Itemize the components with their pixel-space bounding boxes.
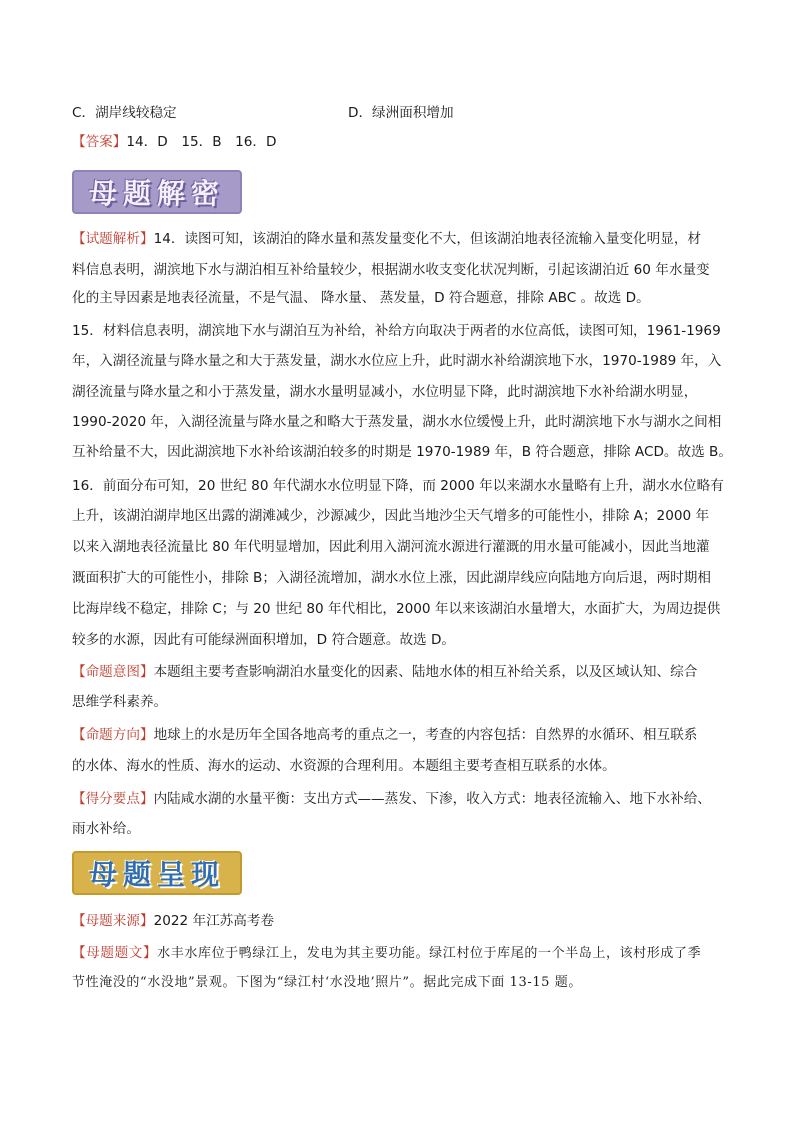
answer-text: 14．D 15．B 16．D [126, 134, 277, 150]
analysis-text: 14．读图可知，该湖泊的降水量和蒸发量变化不大，但该湖泊地表径流输入量变化明显，材 [153, 231, 702, 247]
intent-tag: 【命题意图】 [72, 664, 154, 680]
option-d: D．绿洲面积增加 [348, 105, 454, 121]
analysis-line-7: 1990-2020 年，入湖径流量与降水量之和略大于蒸发量，湖水水位缓慢上升，此时湖滨地下水与湖水之间相 [72, 414, 722, 430]
analysis-line-4: 15．材料信息表明，湖滨地下水与湖泊互为补给，补给方向取决于两者的水位高低，读图可知，1961-1969 [72, 323, 721, 339]
points-line-2: 雨水补给。 [72, 821, 140, 837]
banner-mother-question-present [72, 851, 242, 895]
question-tag: 【母题题文】 [72, 945, 158, 961]
intent-line-2: 思维学科素养。 [72, 694, 168, 710]
source-line [72, 911, 722, 931]
points-text: 内陆咸水湖的水量平衡：支出方式——蒸发、下渗，收入方式：地表径流输入、地下水补给、 [153, 791, 711, 807]
direction-line-1 [72, 725, 722, 745]
analysis-line-14: 较多的水源，因此有可能绿洲面积增加，D 符合题意。故选 D。 [72, 632, 456, 648]
answer-tag: 【答案】 [72, 134, 127, 150]
analysis-line-3: 化的主导因素是地表径流量，不是气温、 降水量、 蒸发量，D 符合题意，排除 ABC 。故选 D。 [72, 290, 650, 306]
option-c: C．湖岸线较稳定 [72, 105, 177, 121]
question-text: 水丰水库位于鸭绿江上，发电为其主要功能。绿江村位于库尾的一个半岛上，该村形成了季 [157, 946, 702, 961]
source-text: 2022 年江苏高考卷 [153, 913, 275, 929]
answer-options-row [72, 101, 722, 121]
analysis-line-5: 年，入湖径流量与降水量之和大于蒸发量，湖水水位应上升，此时湖水补给湖滨地下水，1970-1989 年，入 [72, 353, 722, 369]
source-tag: 【母题来源】 [72, 913, 154, 929]
intent-line-1 [72, 662, 722, 682]
analysis-line-1 [72, 229, 722, 249]
analysis-line-13: 比海岸线不稳定，排除 C；与 20 世纪 80 年代相比，2000 年以来该湖泊水量增大，水面扩大，为周边提供 [72, 601, 721, 617]
answer-line [72, 132, 722, 152]
intent-text: 本题组主要考查影响湖泊水量变化的因素、陆地水体的相互补给关系，以及区域认知、综合 [153, 664, 698, 680]
banner-title: 母题解密 [88, 177, 225, 210]
direction-tag: 【命题方向】 [72, 727, 154, 743]
analysis-line-12: 溉面积扩大的可能性小，排除 B；入湖径流增加，湖水水位上涨，因此湖岸线应向陆地方向后退，两时期相 [72, 570, 711, 586]
question-line-2: 节性淹没的“水没地”景观。下图为“绿江村‘水没地’照片”。据此完成下面 13-15 题。 [72, 975, 582, 990]
analysis-line-11: 以来入湖地表径流量比 80 年代明显增加，因此利用入湖河流水源进行灌溉的用水量可能减小，因此当地灌 [72, 539, 710, 555]
analysis-tag: 【试题解析】 [72, 231, 154, 247]
analysis-line-8: 互补给量不大，因此湖滨地下水补给该湖泊较多的时期是 1970-1989 年，B 符合题意，排除 ACD。故选 B。 [72, 444, 732, 460]
analysis-line-6: 湖径流量与降水量之和小于蒸发量，湖水水量明显减小，水位明显下降，此时湖滨地下水补给湖水明显， [72, 384, 698, 400]
direction-text: 地球上的水是历年全国各地高考的重点之一，考查的内容包括：自然界的水循环、相互联系 [153, 727, 698, 743]
direction-line-2: 的水体、海水的性质、海水的运动、水资源的合理利用。本题组主要考查相互联系的水体。 [72, 758, 616, 774]
analysis-line-10: 上升，该湖泊湖岸地区出露的湖滩减少，沙源减少，因此当地沙尘天气增多的可能性小，排除 A；2000 年 [72, 508, 710, 524]
question-line-1 [72, 943, 722, 964]
banner-mother-question-decode [72, 170, 242, 214]
banner-title: 母题呈现 [88, 858, 225, 891]
analysis-line-9: 16．前面分布可知，20 世纪 80 年代湖水水位明显下降，而 2000 年以来湖水水量略有上升，湖水水位略有 [72, 478, 724, 494]
points-line-1 [72, 789, 722, 809]
points-tag: 【得分要点】 [72, 791, 154, 807]
analysis-line-2: 料信息表明，湖滨地下水与湖泊相互补给量较少，根据湖水收支变化状况判断，引起该湖泊近 60 年水量变 [72, 262, 710, 278]
